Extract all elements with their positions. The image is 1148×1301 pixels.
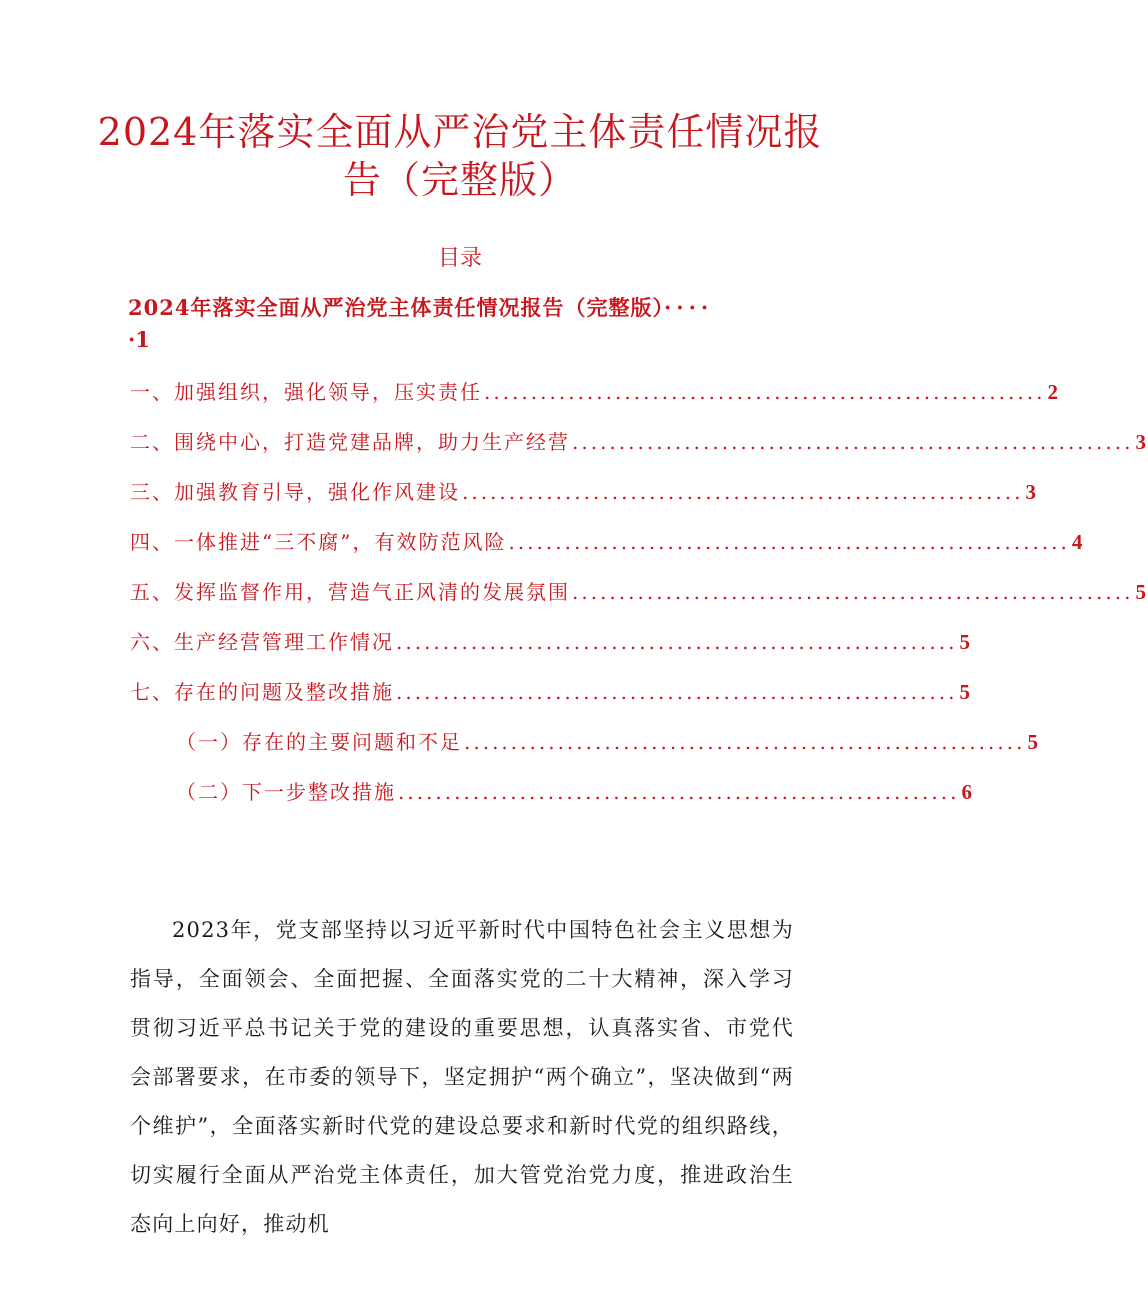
toc-item[interactable] [130, 524, 1085, 560]
toc-item[interactable] [130, 624, 972, 660]
document-title-line-1: 2024年落实全面从严治党主体责任情况报 [97, 110, 823, 154]
toc-item-page: 4 [1071, 530, 1085, 554]
toc-item-page: 3 [1025, 480, 1038, 504]
toc-item-leader: ............................................................ [508, 530, 1070, 554]
toc-item-page: 6 [961, 780, 974, 804]
toc-item-text: （一）存在的主要问题和不足 [176, 730, 462, 754]
toc-item-leader: ............................................................ [484, 380, 1046, 404]
toc-item-leader: ............................................................ [398, 780, 960, 804]
toc-item-leader: ............................................................ [572, 580, 1134, 604]
document-title-line-2: 告（完整版） [342, 158, 577, 202]
toc-main-entry[interactable] [128, 292, 788, 324]
toc-item-text: 七、存在的问题及整改措施 [130, 680, 394, 704]
toc-item-leader: ............................................................ [464, 730, 1026, 754]
toc-item[interactable] [130, 574, 1148, 610]
toc-item-text: 六、生产经营管理工作情况 [130, 630, 394, 654]
toc-main-page: ·1 [128, 327, 150, 352]
body-paragraph: 2023年，党支部坚持以习近平新时代中国特色社会主义思想为指导，全面领会、全面把握、全面落实党的二十大精神，深入学习贯彻习近平总书记关于党的建设的重要思想，认真落实省、市党代会部署要求，在市委的领导下，坚定拥护“两个确立”，坚决做到“两个维护”，全面落实新时代党的建设总要求和新时代党的组织路线，切实履行全面从严治党主体责任，加大管党治党力度，推进政治生态向上向好，推动机 [130, 918, 794, 1236]
toc-item[interactable] [130, 424, 1148, 460]
toc-heading: 目录 [437, 246, 482, 271]
toc-item[interactable] [130, 674, 972, 710]
toc-item-text: （二）下一步整改措施 [176, 780, 396, 804]
toc-item-leader: ............................................................ [396, 630, 958, 654]
toc-item-leader: ............................................................ [396, 680, 958, 704]
toc-main-leader: ···· [663, 295, 714, 320]
toc-item-text: 五、发挥监督作用，营造气正风清的发展氛围 [130, 580, 570, 604]
toc-item-page: 2 [1047, 380, 1060, 404]
toc-item-text: 一、加强组织，强化领导，压实责任 [130, 380, 482, 404]
toc-main-text: 2024年落实全面从严治党主体责任情况报告（完整版） [128, 295, 664, 320]
toc-item-text: 三、加强教育引导，强化作风建设 [130, 480, 460, 504]
toc-item-page: 3 [1135, 430, 1148, 454]
toc-item-page: 5 [1135, 580, 1148, 604]
toc-subitem[interactable] [176, 774, 974, 810]
toc-item-leader: ............................................................ [462, 480, 1024, 504]
toc-item-leader: ............................................................ [572, 430, 1134, 454]
toc-item-page: 5 [959, 630, 972, 654]
toc-item[interactable] [130, 474, 1038, 510]
toc-item[interactable] [130, 374, 1060, 410]
toc-item-page: 5 [959, 680, 972, 704]
toc-subitem[interactable] [176, 724, 1040, 760]
toc-item-text: 四、一体推进“三不腐”，有效防范风险 [130, 530, 507, 554]
toc-item-page: 5 [1027, 730, 1040, 754]
toc-item-text: 二、围绕中心，打造党建品牌，助力生产经营 [130, 430, 570, 454]
